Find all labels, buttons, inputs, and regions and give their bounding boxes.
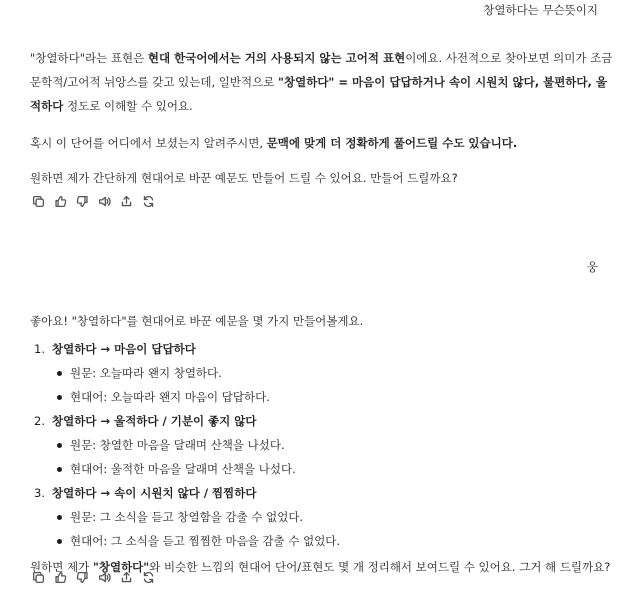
list-number: 3. xyxy=(34,486,45,500)
user-message xyxy=(471,0,610,22)
bold-text: 문맥에 맞게 더 정확하게 풀어드릴 수도 있습니다. xyxy=(266,136,518,150)
bullet-item: 현대어: 그 소식을 듣고 찜찜한 마음을 감출 수 없었다. xyxy=(30,529,618,553)
text-run: 이에요. 사전적으로 찾아보면 의미가 조금 문학적/고어적 뉘앙스를 갖고 있는데, 일반적으로 xyxy=(30,51,613,89)
regenerate-button[interactable] xyxy=(140,569,156,585)
share-icon xyxy=(120,195,133,208)
list-item-title: 창열하다 → 속이 시원치 않다 / 찜찜하다 xyxy=(52,486,257,500)
read-aloud-button[interactable] xyxy=(96,193,112,209)
list-item-title: 창열하다 → 마음이 답답하다 xyxy=(52,342,196,356)
text-run: 혹시 이 단어를 어디에서 보셨는지 알려주시면, xyxy=(30,136,267,150)
text-run: 와 비슷한 느낌의 현대어 단어/표현도 몇 개 정리해서 보여드릴 수 있어요. 그거 해 드릴까요? xyxy=(149,560,611,574)
text-run: 원하면 제가 xyxy=(30,560,93,574)
user-message xyxy=(575,255,610,279)
speaker-icon xyxy=(98,571,111,584)
regenerate-icon xyxy=(142,571,155,584)
copy-icon xyxy=(32,195,45,208)
message-actions xyxy=(30,193,156,209)
thumbs-down-icon xyxy=(76,195,89,208)
paragraph xyxy=(30,46,618,118)
share-button[interactable] xyxy=(118,569,134,585)
bullet-item: 현대어: 오늘따라 왠지 마음이 답답하다. xyxy=(30,385,618,409)
bullet-item: 원문: 그 소식을 듣고 창열함을 감출 수 없었다. xyxy=(30,505,618,529)
list-item-title: 창열하다 → 울적하다 / 기분이 좋지 않다 xyxy=(52,414,257,428)
list-number: 2. xyxy=(34,414,45,428)
text-run: 정도로 이해할 수 있어요. xyxy=(63,99,193,113)
paragraph: 원하면 제가 간단하게 현대어로 바꾼 예문도 만들어 드릴 수 있어요. 만들어 드릴까요? xyxy=(30,171,458,185)
thumbs-down-button[interactable] xyxy=(74,193,90,209)
bullet-item: 원문: 오늘따라 왠지 창열하다. xyxy=(30,361,618,385)
paragraph: 좋아요! "창열하다"를 현대어로 바꾼 예문을 몇 가지 만들어볼게요. xyxy=(30,314,364,328)
regenerate-icon xyxy=(142,195,155,208)
user-message-text: 창열하다는 무슨뜻이지 xyxy=(483,3,598,17)
assistant-message xyxy=(30,309,618,579)
thumbs-up-button[interactable] xyxy=(52,193,68,209)
bold-text: "창열하다" = 마음이 답답하거나 속이 시원치 않다, 불편하다, 울적하다 xyxy=(30,75,607,113)
thumbs-up-icon xyxy=(54,571,67,584)
assistant-message xyxy=(30,46,618,190)
ordered-list xyxy=(30,337,618,553)
list-item xyxy=(30,409,618,433)
bold-text: "창열하다" xyxy=(92,560,150,574)
regenerate-button[interactable] xyxy=(140,193,156,209)
thumbs-down-icon xyxy=(76,571,89,584)
list-item xyxy=(30,337,618,361)
paragraph xyxy=(30,131,618,155)
share-icon xyxy=(120,571,133,584)
message-actions xyxy=(30,569,156,585)
list-item xyxy=(30,481,618,505)
read-aloud-button[interactable] xyxy=(96,569,112,585)
share-button[interactable] xyxy=(118,193,134,209)
bullet-item: 원문: 창열한 마음을 달래며 산책을 나섰다. xyxy=(30,433,618,457)
bold-text: 현대 한국어에서는 거의 사용되지 않는 고어적 표현 xyxy=(147,51,406,65)
bullet-item: 현대어: 울적한 마음을 달래며 산책을 나섰다. xyxy=(30,457,618,481)
copy-icon xyxy=(32,571,45,584)
user-message-text: 웅 xyxy=(586,260,598,274)
thumbs-up-button[interactable] xyxy=(52,569,68,585)
list-number: 1. xyxy=(34,342,45,356)
text-run: "창열하다"라는 표현은 xyxy=(30,51,148,65)
copy-button[interactable] xyxy=(30,569,46,585)
copy-button[interactable] xyxy=(30,193,46,209)
thumbs-up-icon xyxy=(54,195,67,208)
thumbs-down-button[interactable] xyxy=(74,569,90,585)
speaker-icon xyxy=(98,195,111,208)
